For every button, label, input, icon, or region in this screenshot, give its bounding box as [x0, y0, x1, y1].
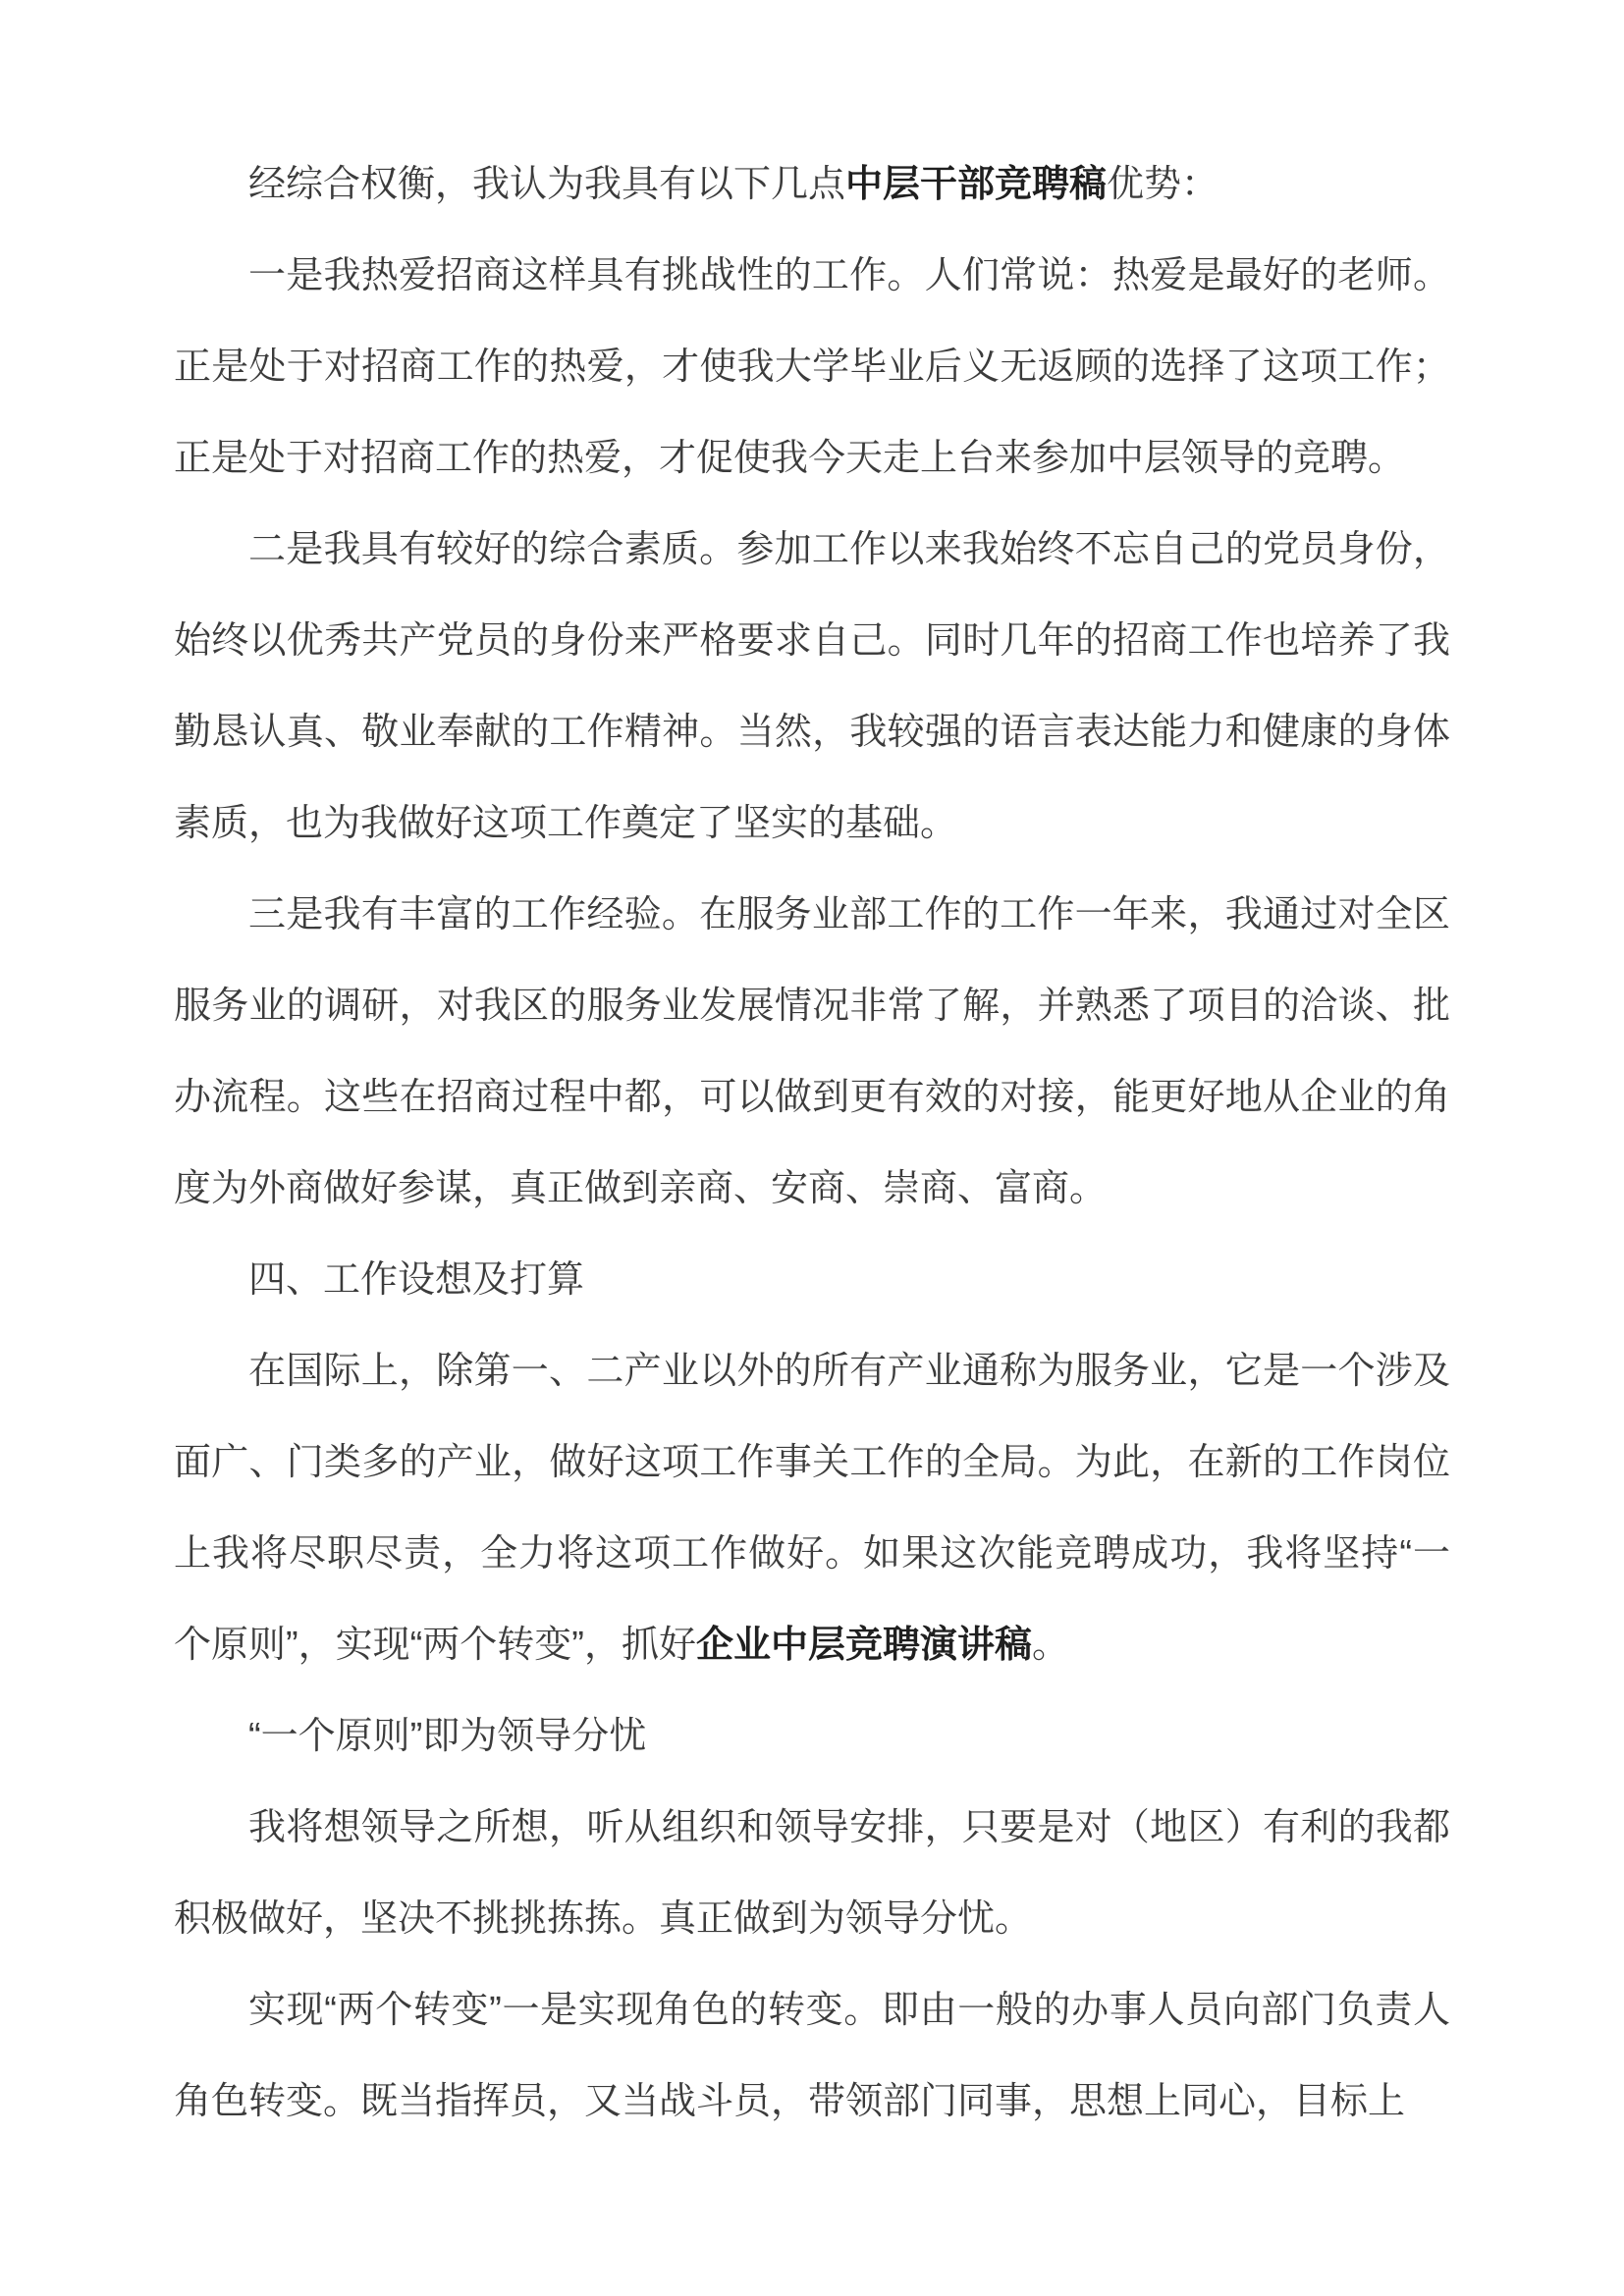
- text-run: 四、工作设想及打算: [248, 1259, 585, 1301]
- document-body: [174, 139, 1450, 2148]
- text-run: 优势：: [1107, 164, 1219, 205]
- text-run: 二是我具有较好的综合素质。参加工作以来我始终不忘自己的党员身份，始终以优秀共产党员的身份来严格要求自己。同时几年的招商工作也培养了我勤恳认真、敬业奉献的工作精神。当然，我较强的语言表达能力和健康的身体素质，也为我做好这项工作奠定了坚实的基础。: [174, 529, 1450, 844]
- text-run: 经综合权衡，我认为我具有以下几点: [248, 164, 846, 205]
- text-run: “一个原则”即为领导分忧: [248, 1716, 647, 1757]
- bold-text-run: 中层干部竞聘稿: [845, 164, 1108, 205]
- paragraph-advantage-3: [174, 870, 1450, 1235]
- text-run: 在国际上，除第一、二产业以外的所有产业通称为服务业，它是一个涉及面广、门类多的产业，做好这项工作事关工作的全局。为此，在新的工作岗位上我将尽职尽责，全力将这项工作做好。如果这次能竞聘成功，我将坚持“一个原则”，实现“两个转变”，抓好: [174, 1351, 1450, 1666]
- paragraph-plan: [174, 1326, 1450, 1691]
- paragraph-principle: [174, 1783, 1450, 1965]
- paragraph-two-changes: [174, 1965, 1450, 2148]
- paragraph-advantage-1: [174, 231, 1450, 505]
- text-run: 三是我有丰富的工作经验。在服务业部工作的工作一年来，我通过对全区服务业的调研，对我区的服务业发展情况非常了解，并熟悉了项目的洽谈、批办流程。这些在招商过程中都，可以做到更有效的对接，能更好地从企业的角度为外商做好参谋，真正做到亲商、安商、崇商、富商。: [174, 894, 1450, 1209]
- principle-heading: [174, 1691, 1450, 1783]
- text-run: 。: [1031, 1625, 1069, 1666]
- text-run: 我将想领导之所想，听从组织和领导安排，只要是对（地区）有利的我都积极做好，坚决不挑挑拣拣。真正做到为领导分忧。: [174, 1807, 1450, 1940]
- paragraph-advantage-2: [174, 505, 1450, 870]
- bold-text-run: 企业中层竞聘演讲稿: [695, 1625, 1032, 1666]
- paragraph-intro: [174, 139, 1450, 231]
- text-run: 实现“两个转变”一是实现角色的转变。即由一般的办事人员向部门负责人角色转变。既当指挥员，又当战斗员，带领部门同事，思想上同心，目标上: [174, 1990, 1450, 2122]
- text-run: 一是我热爱招商这样具有挑战性的工作。人们常说：热爱是最好的老师。正是处于对招商工作的热爱，才使我大学毕业后义无返顾的选择了这项工作；正是处于对招商工作的热爱，才促使我今天走上台来参加中层领导的竞聘。: [174, 255, 1450, 479]
- section-heading: [174, 1235, 1450, 1326]
